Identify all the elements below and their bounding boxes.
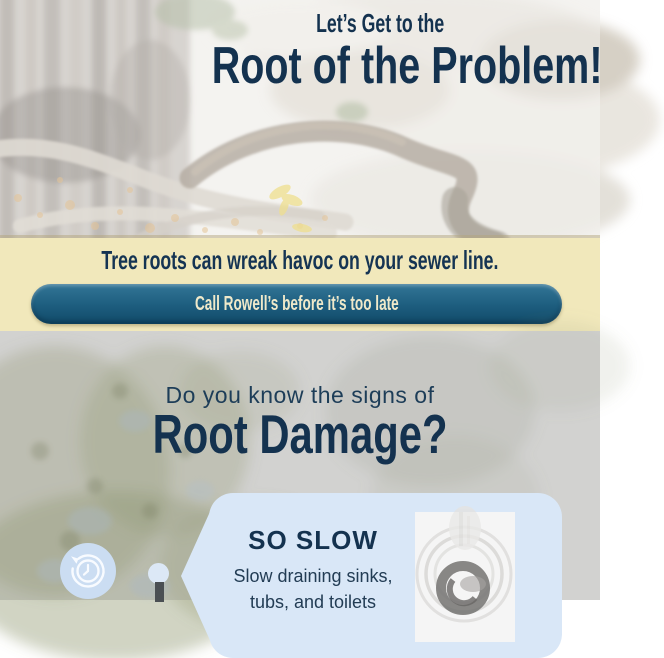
clock-history-icon	[67, 550, 109, 592]
card-paragraph	[209, 563, 417, 615]
card-line-1: Slow draining sinks,	[233, 566, 393, 586]
sign-card-so-slow	[181, 493, 562, 658]
hero-section	[0, 0, 603, 238]
banner-heading: Tree roots can wreak havoc on your sewer line.	[101, 245, 499, 275]
call-to-action-button[interactable]: Call Rowell’s before it’s too late	[31, 284, 562, 324]
card-text-block	[209, 493, 417, 615]
card-line-2: tubs, and toilets	[249, 592, 377, 612]
card-heading: SO SLOW	[248, 525, 378, 555]
timeline-stem	[155, 582, 164, 602]
signs-kicker: Do you know the signs of	[165, 382, 435, 408]
clock-badge	[60, 543, 116, 599]
banner-section	[0, 238, 600, 331]
hero-kicker: Let’s Get to the	[315, 8, 445, 38]
hero-title: Root of the Problem!	[211, 37, 603, 96]
timeline-node	[148, 563, 169, 584]
card-body	[209, 493, 562, 658]
signs-title: Root Damage?	[152, 403, 448, 465]
hero-text-block	[150, 8, 610, 96]
signs-section	[0, 331, 600, 612]
sink-drain-photo	[415, 512, 515, 642]
